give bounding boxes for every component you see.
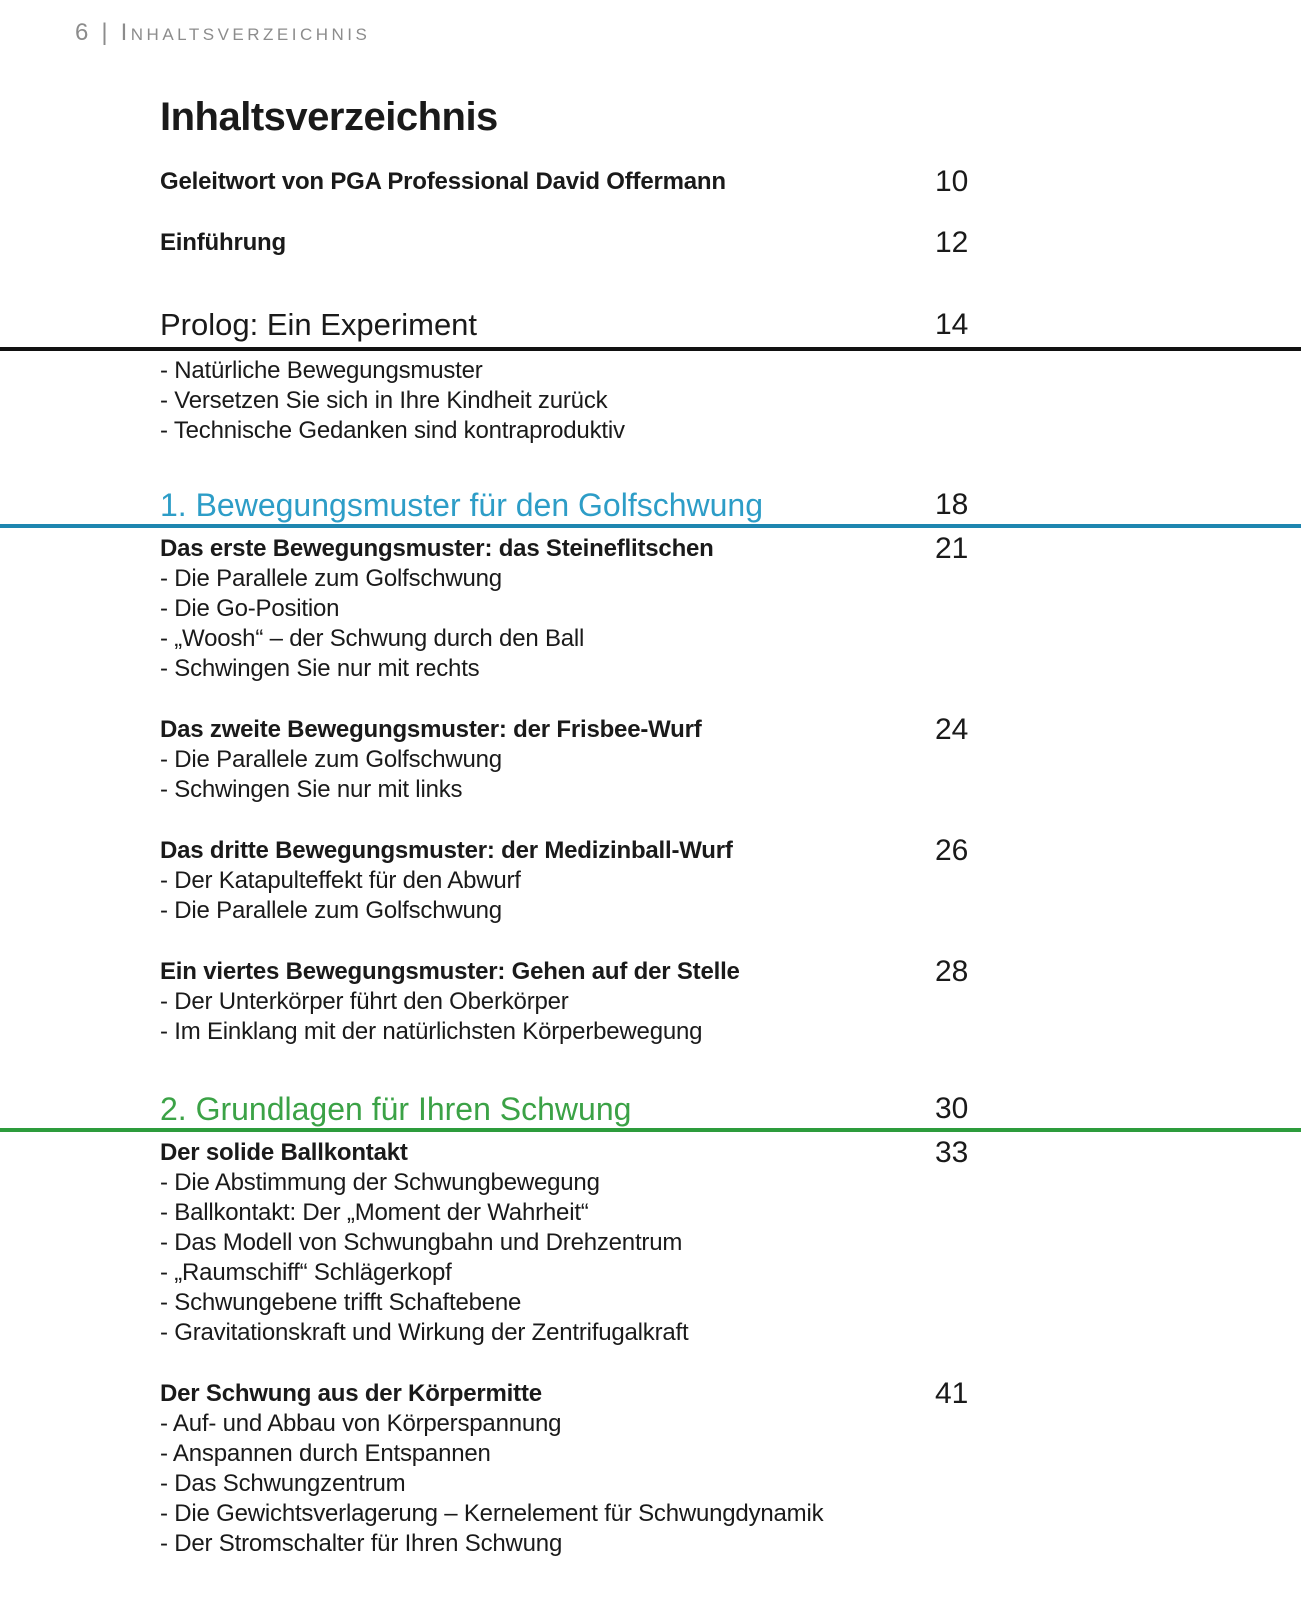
toc-entry-section [0,1379,1313,1409]
toc-page-number: 24 [935,713,969,746]
toc-entry-label: Prolog: Ein Experiment [160,307,478,342]
running-head-title: Inhaltsverzeichnis [120,19,371,46]
toc-subitem: - Im Einklang mit der natürlichsten Körperbewegung [160,1018,703,1045]
toc-subitem: - Anspannen durch Entspannen [160,1440,491,1467]
toc-page-number: 26 [935,834,969,867]
toc-entry-chapter-1 [0,488,1313,522]
toc-entry-label: Das dritte Bewegungsmuster: der Medizinball-Wurf [160,837,733,864]
chapter-1-divider [0,524,1301,528]
toc-subitem: - Das Modell von Schwungbahn und Drehzentrum [160,1229,683,1256]
running-head [0,0,1313,47]
toc-entry-einfuehrung [0,228,1313,258]
toc-entry-chapter-2 [0,1092,1313,1126]
toc-subitem: - Gravitationskraft und Wirkung der Zentrifugalkraft [160,1319,689,1346]
toc-page-number: 30 [935,1092,969,1125]
toc-page-number: 28 [935,955,969,988]
section-subitems [0,1409,1313,1559]
toc-entry-label: 1. Bewegungsmuster für den Golfschwung [160,487,763,523]
toc-page-number: 21 [935,532,969,565]
prolog-divider [0,347,1301,351]
toc-page-number: 12 [935,226,969,259]
toc-subitem: - Schwingen Sie nur mit links [160,776,463,803]
toc-subitem: - Natürliche Bewegungsmuster [160,357,483,384]
section-subitems [0,866,1313,926]
toc-entry-section [0,1138,1313,1168]
section-subitems [0,987,1313,1047]
toc-page-number: 10 [935,165,969,198]
toc-page-number: 33 [935,1136,969,1169]
prolog-subitems [0,356,1313,446]
toc-subitem: - Die Go-Position [160,595,340,622]
toc-subitem: - Der Stromschalter für Ihren Schwung [160,1530,563,1557]
running-head-separator: | [101,19,111,46]
chapter-2-divider [0,1128,1301,1132]
toc-subitem: - Die Abstimmung der Schwungbewegung [160,1169,600,1196]
toc-subitem: - „Woosh“ – der Schwung durch den Ball [160,625,585,652]
toc-entry-section [0,957,1313,987]
section-subitems [0,1168,1313,1348]
toc-entry-label: Der solide Ballkontakt [160,1139,408,1166]
section-subitems [0,745,1313,805]
toc-subitem: - Schwungebene trifft Schaftebene [160,1289,522,1316]
toc-subitem: - „Raumschiff“ Schlägerkopf [160,1259,452,1286]
toc-entry-label: Ein viertes Bewegungsmuster: Gehen auf der Stelle [160,958,740,985]
toc-page-number: 14 [935,308,969,341]
toc-entry-section [0,715,1313,745]
toc-subitem: - Der Katapulteffekt für den Abwurf [160,867,521,894]
toc-subitem: - Die Parallele zum Golfschwung [160,746,502,773]
toc-page-number: 41 [935,1377,969,1410]
section-subitems [0,564,1313,684]
toc-page-number: 18 [935,488,969,521]
toc-subitem: - Ballkontakt: Der „Moment der Wahrheit“ [160,1199,589,1226]
toc-entry-label: Geleitwort von PGA Professional David Offermann [160,168,726,195]
toc-subitem: - Die Gewichtsverlagerung – Kernelement für Schwungdynamik [160,1500,824,1527]
page-title: Inhaltsverzeichnis [160,95,498,139]
toc-subitem: - Die Parallele zum Golfschwung [160,565,502,592]
toc-entry-section [0,836,1313,866]
toc-subitem: - Auf- und Abbau von Körperspannung [160,1410,562,1437]
toc-subitem: - Der Unterkörper führt den Oberkörper [160,988,569,1015]
toc-entry-label: Der Schwung aus der Körpermitte [160,1380,542,1407]
toc-subitem: - Technische Gedanken sind kontraproduktiv [160,417,625,444]
toc-entry-prolog [0,306,1313,344]
toc-entry-section [0,534,1313,564]
toc-subitem: - Das Schwungzentrum [160,1470,406,1497]
toc-entry-geleitwort [0,167,1313,197]
toc-entry-label: 2. Grundlagen für Ihren Schwung [160,1091,632,1127]
toc-subitem: - Versetzen Sie sich in Ihre Kindheit zurück [160,387,608,414]
toc-subitem: - Schwingen Sie nur mit rechts [160,655,480,682]
running-head-page-number: 6 [75,19,92,46]
toc-entry-label: Das zweite Bewegungsmuster: der Frisbee-Wurf [160,716,702,743]
toc-subitem: - Die Parallele zum Golfschwung [160,897,502,924]
toc-entry-label: Einführung [160,229,286,256]
toc-entry-label: Das erste Bewegungsmuster: das Steineflitschen [160,535,714,562]
